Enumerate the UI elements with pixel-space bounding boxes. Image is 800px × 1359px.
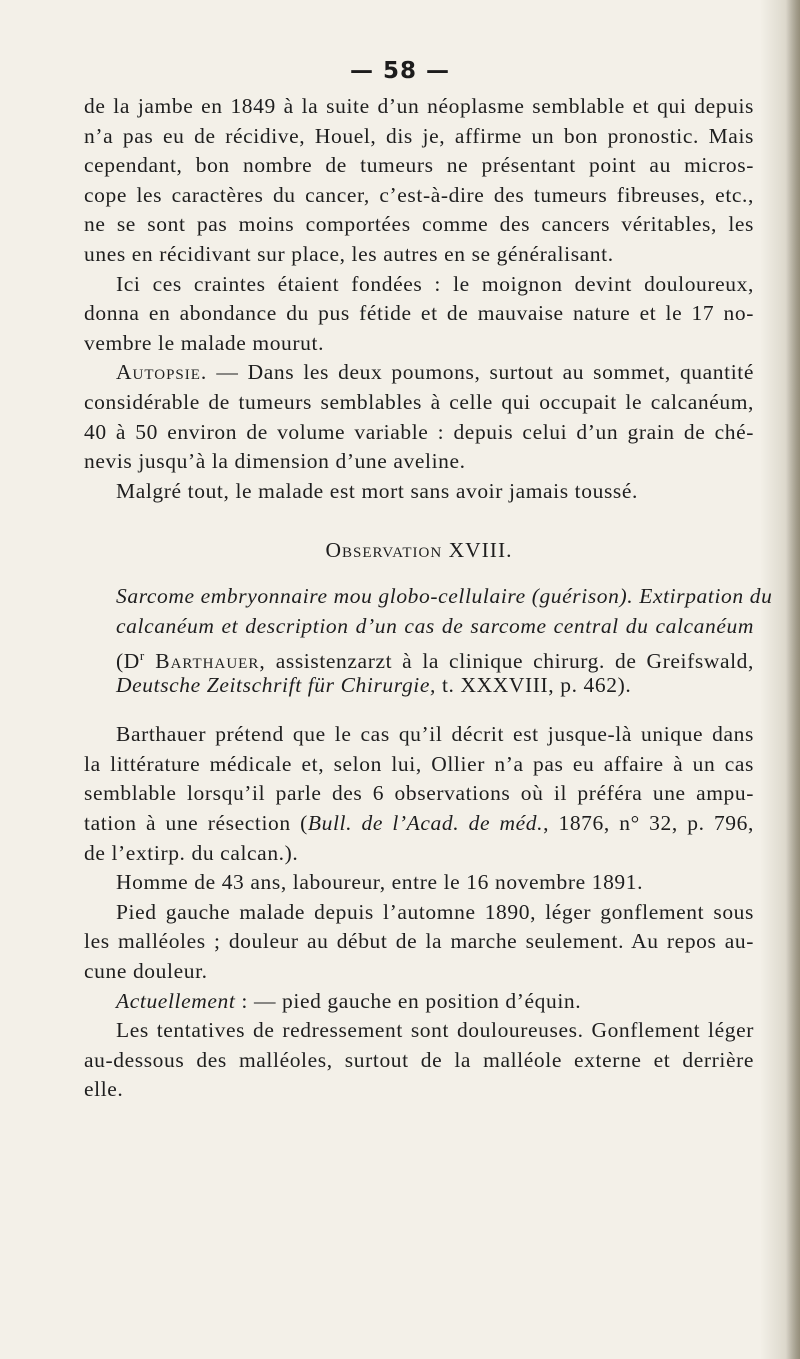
text-line: de la jambe en 1849 à la suite d’un néoplasme semblable et qui depuis (84, 94, 754, 118)
text-line: cope les caractères du cancer, c’est-à-dire des tumeurs fibreuses, etc., (84, 182, 754, 207)
text-line: au-dessous des malléoles, surtout de la malléole externe et derrière (84, 1047, 754, 1072)
autopsie-heading: Autopsie. (116, 360, 208, 385)
text-line: Ici ces craintes étaient fondées : le moignon devint douloureux, (116, 271, 754, 296)
text-line: cependant, bon nombre de tumeurs ne présentant point au micros- (84, 153, 754, 178)
observation-title: Observation XVIII. (325, 538, 513, 563)
page-number: — 58 — (349, 58, 451, 84)
text-line: ne se sont pas moins comportées comme des cancers véritables, les (84, 212, 754, 237)
text-line: Barthauer prétend que le cas qu’il décrit est jusque-là unique dans (116, 722, 754, 747)
text-line: la littérature médicale et, selon lui, Ollier n’a pas eu affaire à un cas (84, 751, 754, 776)
page-edge-shadow (786, 0, 800, 1359)
text-line: Homme de 43 ans, laboureur, entre le 16 novembre 1891. (116, 870, 644, 895)
text-line: Malgré tout, le malade est mort sans avoir jamais toussé. (116, 478, 639, 503)
text-line: tation à une résection (Bull. de l’Acad. de méd., 1876, n° 32, p. 796, (84, 811, 754, 836)
text-line: 40 à 50 environ de volume variable : depuis celui d’un grain de ché- (84, 419, 754, 444)
observation-subtitle: Sarcome embryonnaire mou globo-cellulaire (guérison). Extirpation du (116, 583, 773, 608)
text-line: Autopsie. — Dans les deux poumons, surtout au sommet, quantité (116, 360, 754, 385)
observation-subtitle: calcanéum et description d’un cas de sarcome central du calcanéum (116, 613, 754, 638)
text-line: de l’extirp. du calcan.). (84, 840, 299, 865)
text-line: Pied gauche malade depuis l’automne 1890, léger gonflement sous (116, 899, 754, 924)
text-line: unes en récidivant sur place, les autres en se généralisant. (84, 241, 614, 266)
observation-subtitle: Deutsche Zeitschrift für Chirurgie, t. XXXVIII, p. 462). (116, 672, 632, 697)
text-line: semblable lorsqu’il parle des 6 observations où il préféra une ampu- (84, 781, 754, 806)
observation-subtitle: ($D^r$ Barthauer, assistenzarzt à la clinique chirurg. de Greifswald, (116, 648, 754, 674)
text-line: Actuellement : — pied gauche en position d’équin. (116, 988, 582, 1013)
text-line: nevis jusqu’à la dimension d’une aveline. (84, 449, 466, 474)
text-line: elle. (84, 1077, 124, 1102)
text-line: n’a pas eu de récidive, Houel, dis je, affirme un bon pronostic. Mais (84, 123, 754, 148)
text-line: les malléoles ; douleur au début de la marche seulement. Au repos au- (84, 929, 754, 954)
text-line: considérable de tumeurs semblables à celle qui occupait le calcanéum, (84, 389, 754, 414)
text-line: cune douleur. (84, 959, 208, 984)
text-line: vembre le malade mourut. (84, 330, 325, 355)
text-line: Les tentatives de redressement sont douloureuses. Gonflement léger (116, 1018, 754, 1043)
text-line: donna en abondance du pus fétide et de mauvaise nature et le 17 no- (84, 301, 754, 326)
body-text (84, 92, 773, 1105)
